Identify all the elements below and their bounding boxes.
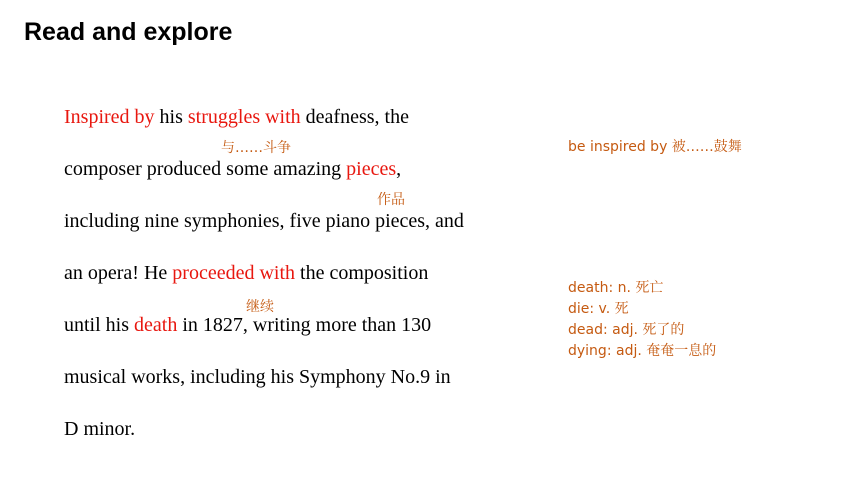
word-form-death: death: n. 死亡 (568, 280, 664, 296)
page-title: Read and explore (24, 18, 233, 46)
passage-line-7: D minor. (64, 418, 136, 440)
word-form-dying: dying: adj. 奄奄一息的 (568, 343, 717, 359)
gloss-struggles-with: 与……斗争 (221, 140, 291, 156)
passage-text: an opera! He (64, 262, 173, 284)
key-phrase-proceeded-with: proceeded with (172, 262, 296, 284)
passage-text: composer produced some amazing (64, 158, 347, 180)
key-phrase-inspired-by: Inspired by (64, 106, 155, 128)
passage-line-6: musical works, including his Symphony No.9 in (64, 366, 451, 388)
gloss-pieces: 作品 (377, 192, 405, 208)
key-phrase-struggles-with: struggles with (187, 106, 301, 128)
word-forms-note (568, 278, 716, 362)
passage-line-4 (64, 262, 428, 285)
gloss-proceeded-with: 继续 (246, 299, 274, 315)
passage-text: deafness, the (300, 106, 409, 128)
passage-text: the composition (295, 262, 429, 284)
passage-line-1 (64, 106, 409, 129)
passage-line-2 (64, 158, 401, 181)
key-phrase-death: death (134, 314, 178, 336)
passage-text: until his (64, 314, 135, 336)
note-be-inspired-by: be inspired by 被……鼓舞 (568, 139, 742, 155)
word-form-dead: dead: adj. 死了的 (568, 322, 685, 338)
passage-text: in 1827, writing more than 130 (177, 314, 432, 336)
word-form-die: die: v. 死 (568, 301, 629, 317)
key-phrase-pieces: pieces (346, 158, 397, 180)
passage-line-5 (64, 314, 431, 337)
passage-line-3: including nine symphonies, five piano pieces, and (64, 210, 464, 232)
passage-text: , (396, 158, 402, 180)
passage-text: his (154, 106, 188, 128)
